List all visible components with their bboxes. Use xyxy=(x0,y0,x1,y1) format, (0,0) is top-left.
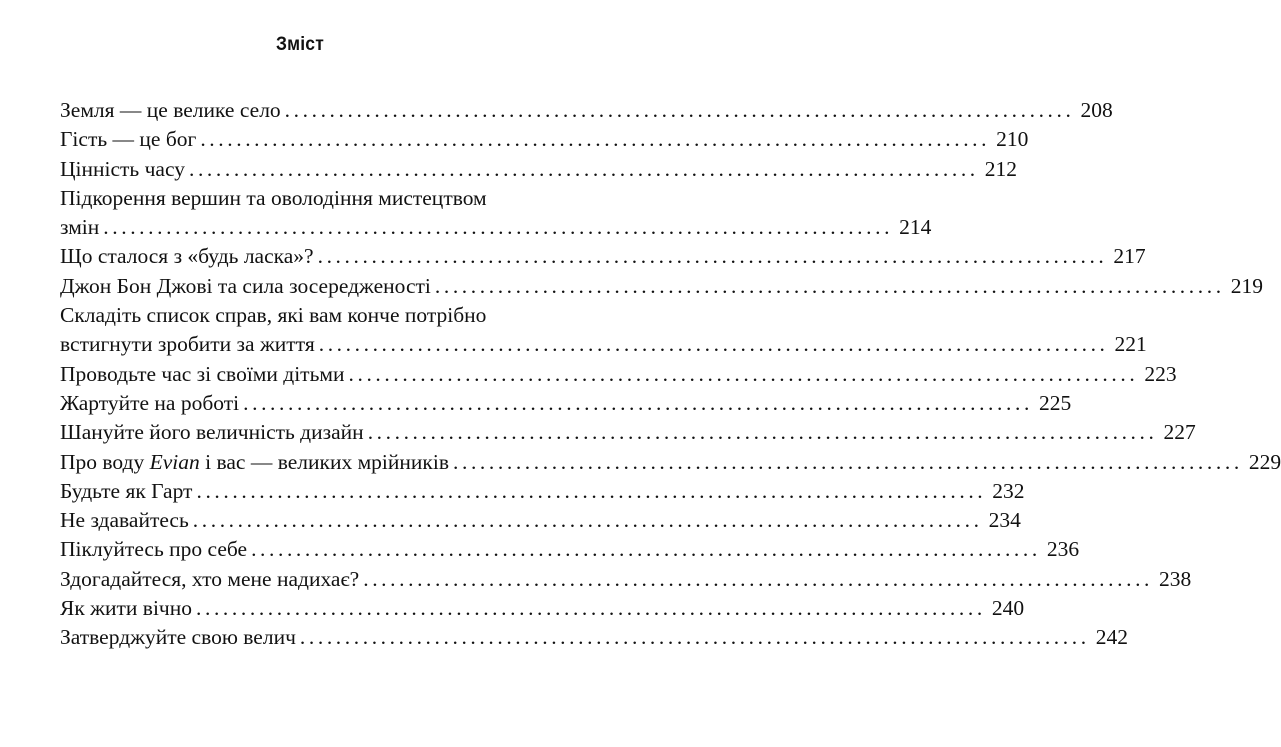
toc-entry-title: Шануйте його величність дизайн xyxy=(60,420,364,445)
toc-entry xyxy=(60,184,932,243)
toc-entry-title-line1: Підкорення вершин та оволодіння мистецтвом xyxy=(60,185,487,210)
toc-entry-title: Земля — це велике село xyxy=(60,98,281,122)
toc-dot-leader: ........................................................................................ xyxy=(251,537,1041,562)
table-of-contents xyxy=(60,96,1281,653)
toc-entry-page: 232 xyxy=(992,478,1025,503)
toc-entry xyxy=(60,301,1147,360)
toc-entry-page: 219 xyxy=(1230,273,1263,298)
toc-entry xyxy=(60,242,1146,271)
toc-entry-title: Будьте як Гарт xyxy=(60,478,193,503)
page-title: Зміст xyxy=(276,34,324,55)
toc-entry-title: Не здавайтесь xyxy=(60,508,189,533)
toc-entry-page: 227 xyxy=(1163,420,1196,445)
toc-entry-page: 242 xyxy=(1095,625,1128,650)
toc-entry-title: Здогадайтеся, хто мене надихає? xyxy=(60,566,360,591)
toc-entry xyxy=(60,623,1128,652)
toc-entry-title: Затверджуйте свою велич xyxy=(60,625,296,650)
toc-entry-page: 238 xyxy=(1159,566,1192,591)
toc-dot-leader: ........................................................................................ xyxy=(284,98,1075,122)
toc-entry-title-part: і вас — великих мрійників xyxy=(199,449,449,474)
toc-dot-leader: ........................................................................................ xyxy=(367,420,1158,445)
toc-entry xyxy=(60,96,1113,125)
toc-dot-leader: ........................................................................................ xyxy=(192,508,983,533)
toc-dot-leader: ........................................................................................ xyxy=(200,127,991,152)
toc-entry-title-part: Про воду xyxy=(60,449,150,474)
toc-entry-title: Джон Бон Джові та сила зосередженості xyxy=(60,273,431,298)
toc-entry-page: 225 xyxy=(1038,390,1072,415)
toc-entry-title: Гість — це бог xyxy=(60,127,197,152)
toc-entry-page: 234 xyxy=(988,508,1021,533)
toc-entry xyxy=(60,389,1072,418)
toc-entry-page: 221 xyxy=(1114,332,1147,357)
toc-dot-leader: ........................................................................................ xyxy=(196,478,987,503)
toc-entry xyxy=(60,565,1192,594)
toc-entry-page: 212 xyxy=(984,156,1018,181)
toc-entry-title-line1: Складіть список справ, які вам конче потрібно xyxy=(60,303,487,328)
toc-dot-leader: ........................................................................................ xyxy=(243,390,1033,415)
toc-entry xyxy=(60,477,1025,506)
toc-entry-page: 217 xyxy=(1113,244,1146,269)
toc-entry-title-italic: Evian xyxy=(149,449,200,474)
toc-entry-page: 208 xyxy=(1080,98,1113,122)
toc-entry xyxy=(60,448,1281,477)
toc-entry-title-line2: змін xyxy=(60,215,100,240)
toc-entry xyxy=(60,594,1025,623)
toc-dot-leader: ........................................................................................ xyxy=(348,361,1139,386)
toc-entry xyxy=(60,506,1021,535)
toc-entry-title-line2: встигнути зробити за життя xyxy=(60,332,315,357)
toc-entry xyxy=(60,125,1029,154)
toc-entry xyxy=(60,418,1196,447)
toc-entry-page: 236 xyxy=(1046,537,1080,562)
toc-entry xyxy=(60,155,1018,184)
toc-entry xyxy=(60,272,1263,301)
toc-dot-leader: ........................................................................................ xyxy=(103,215,894,240)
toc-entry-title: Проводьте час зі своїми дітьми xyxy=(60,361,345,386)
toc-entry-title: Жартуйте на роботі xyxy=(60,390,240,415)
toc-entry xyxy=(60,535,1080,564)
toc-entry-page: 229 xyxy=(1248,449,1281,474)
toc-entry-title: Цінність часу xyxy=(60,156,185,181)
toc-entry-title: Що сталося з «будь ласка»? xyxy=(60,244,314,269)
toc-dot-leader: ........................................................................................ xyxy=(363,566,1154,591)
toc-dot-leader: ........................................................................................ xyxy=(317,244,1108,269)
toc-entry-title: Піклуйтесь про себе xyxy=(60,537,248,562)
toc-dot-leader: ........................................................................................ xyxy=(318,332,1109,357)
toc-dot-leader: ........................................................................................ xyxy=(299,625,1090,650)
toc-entry xyxy=(60,360,1177,389)
toc-dot-leader: ........................................................................................ xyxy=(434,273,1225,298)
toc-entry-page: 223 xyxy=(1144,361,1177,386)
toc-entry-title xyxy=(60,448,449,477)
toc-entry-page: 240 xyxy=(991,596,1025,621)
toc-entry-page: 214 xyxy=(899,215,932,240)
toc-dot-leader: ........................................................................................ xyxy=(453,449,1243,474)
toc-entry-title: Як жити вічно xyxy=(60,596,192,621)
toc-entry-page: 210 xyxy=(996,127,1029,152)
toc-dot-leader: ........................................................................................ xyxy=(188,156,979,181)
toc-dot-leader: ........................................................................................ xyxy=(196,596,986,621)
